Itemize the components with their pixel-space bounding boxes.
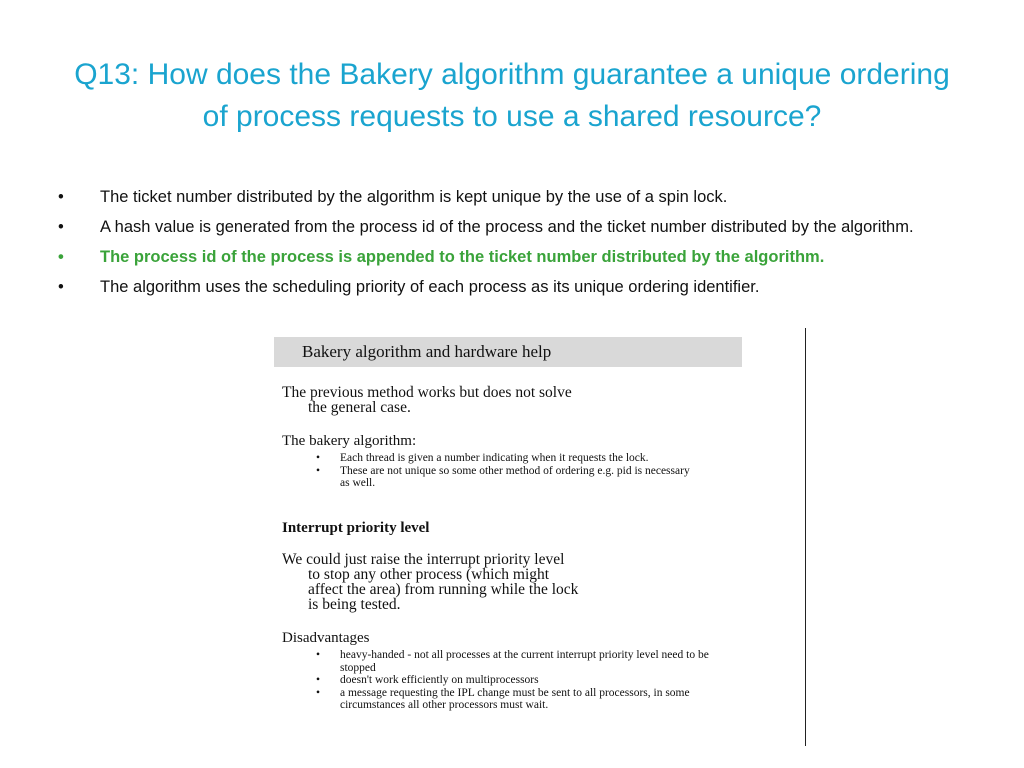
disadvantages-list bbox=[316, 649, 716, 712]
image-border-line bbox=[805, 328, 806, 746]
disadvantage-item: • heavy-handed - not all processes at the current interrupt priority level need to be stopped bbox=[316, 649, 709, 674]
question-title: Q13: How does the Bakery algorithm guarantee a unique ordering of process requests to use a shared resource? bbox=[74, 58, 950, 133]
bullet-marker: • bbox=[58, 248, 64, 266]
bakery-list-item: • Each thread is given a number indicating when it requests the lock. bbox=[316, 452, 649, 464]
answer-option-text: The process id of the process is appended to the ticket number distributed by the algorithm. bbox=[100, 248, 825, 266]
bullet-marker: • bbox=[58, 218, 64, 236]
answer-option-2 bbox=[58, 216, 958, 238]
ipl-line-2: to stop any other process (which might bbox=[308, 566, 550, 583]
answer-option-1 bbox=[58, 186, 958, 208]
disadvantage-item: • doesn't work efficiently on multiprocessors bbox=[316, 674, 539, 686]
sub-bullet-marker: • bbox=[316, 686, 321, 699]
answer-option-text: The algorithm uses the scheduling priority of each process as its unique ordering identifier. bbox=[100, 278, 760, 296]
embedded-intro-line-2: the general case. bbox=[308, 399, 411, 416]
embedded-slide-title: Bakery algorithm and hardware help bbox=[274, 337, 742, 367]
answer-option-text: The ticket number distributed by the algorithm is kept unique by the use of a spin lock. bbox=[100, 188, 728, 206]
bakery-heading: The bakery algorithm: bbox=[282, 433, 417, 449]
embedded-intro bbox=[282, 385, 572, 415]
bullet-marker: • bbox=[58, 278, 64, 296]
ipl-line-4: is being tested. bbox=[308, 596, 401, 613]
sub-bullet-marker: • bbox=[316, 452, 321, 464]
disadvantage-item: • a message requesting the IPL change must be sent to all processors, in some circumstances all other processors must wait. bbox=[316, 686, 690, 711]
ipl-line-1: We could just raise the interrupt priority level bbox=[282, 551, 565, 568]
ipl-line-3: affect the area) from running while the lock bbox=[308, 581, 579, 598]
answer-options bbox=[58, 186, 958, 306]
disadvantages-heading: Disadvantages bbox=[282, 630, 370, 646]
ipl-heading: Interrupt priority level bbox=[282, 520, 430, 536]
answer-option-text: A hash value is generated from the process id of the process and the ticket number distributed by the algorithm. bbox=[100, 218, 914, 236]
ipl-paragraph bbox=[282, 552, 578, 612]
embedded-lecture-slide bbox=[272, 336, 802, 746]
bullet-marker: • bbox=[58, 188, 64, 206]
answer-option-4 bbox=[58, 276, 958, 298]
embedded-intro-line-1: The previous method works but does not solve bbox=[282, 384, 572, 401]
bakery-list bbox=[316, 452, 696, 490]
bakery-list-item: • These are not unique so some other method of ordering e.g. pid is necessary as well. bbox=[316, 464, 690, 489]
sub-bullet-marker: • bbox=[316, 674, 321, 686]
answer-option-3-correct bbox=[58, 246, 958, 268]
sub-bullet-marker: • bbox=[316, 464, 321, 477]
sub-bullet-marker: • bbox=[316, 649, 321, 661]
